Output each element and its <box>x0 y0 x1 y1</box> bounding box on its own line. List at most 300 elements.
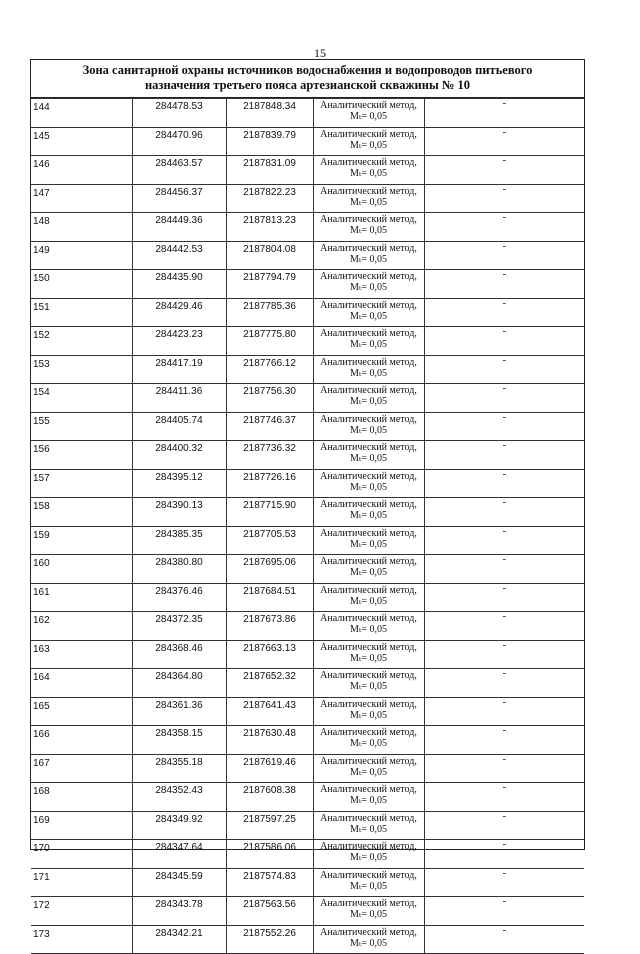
coordinate-y <box>226 526 313 555</box>
method-cell <box>313 184 424 213</box>
method-name: Аналитический метод, <box>320 356 417 368</box>
table-row <box>31 298 584 327</box>
table-row <box>31 412 584 441</box>
coordinate-y <box>226 612 313 641</box>
point-number: 155 <box>31 412 132 441</box>
coordinate-x-value: 284349.92 <box>155 813 203 825</box>
method-accuracy: Mₜ= 0,05 <box>350 681 387 692</box>
coordinate-y-value: 2187552.26 <box>243 927 296 939</box>
method-accuracy: Mₜ= 0,05 <box>350 481 387 493</box>
point-number: 163 <box>31 640 132 669</box>
coordinate-y <box>226 156 313 185</box>
method-name: Аналитический метод, <box>320 755 417 767</box>
coordinate-y <box>226 754 313 783</box>
coordinate-y-value: 2187756.30 <box>243 386 296 397</box>
coordinate-y <box>226 583 313 612</box>
note-cell: - <box>424 811 584 840</box>
method-cell <box>313 640 424 669</box>
coordinate-y-value: 2187839.79 <box>243 129 296 141</box>
table-row <box>31 583 584 612</box>
note-cell: - <box>424 213 584 242</box>
table-title-line-2: назначения третьего пояса артезианской скважины № 10 <box>144 78 471 92</box>
method-name: Аналитический метод, <box>320 926 417 938</box>
coordinate-x <box>132 840 226 869</box>
coordinate-y-value: 2187813.23 <box>243 215 296 226</box>
point-number: 164 <box>31 669 132 698</box>
method-accuracy: Mₜ= 0,05 <box>350 282 387 293</box>
note-cell: - <box>424 669 584 698</box>
coordinate-y-value: 2187684.51 <box>243 585 296 597</box>
note-cell: - <box>424 612 584 641</box>
coordinate-y-value: 2187715.90 <box>243 500 296 511</box>
table-row <box>31 754 584 783</box>
method-accuracy: Mₜ= 0,05 <box>350 510 387 521</box>
method-name: Аналитический метод, <box>320 413 417 425</box>
method-accuracy: Mₜ= 0,05 <box>350 111 387 122</box>
table-row <box>31 99 584 128</box>
coordinate-x-value: 284435.90 <box>155 272 203 283</box>
point-number: 161 <box>31 583 132 612</box>
note-cell: - <box>424 555 584 584</box>
coordinate-y <box>226 384 313 413</box>
method-accuracy: Mₜ= 0,05 <box>350 766 387 778</box>
note-cell: - <box>424 640 584 669</box>
method-name: Аналитический метод, <box>320 898 417 909</box>
method-cell <box>313 355 424 384</box>
method-name: Аналитический метод, <box>320 670 417 681</box>
method-cell <box>313 213 424 242</box>
coordinate-x-value: 284463.57 <box>155 158 203 169</box>
note-cell: - <box>424 868 584 897</box>
table-row <box>31 726 584 755</box>
table-row <box>31 327 584 356</box>
method-cell <box>313 327 424 356</box>
coordinate-y <box>226 184 313 213</box>
coordinate-x <box>132 925 226 954</box>
coordinate-x-value: 284355.18 <box>155 756 203 768</box>
method-name: Аналитический метод, <box>320 698 417 710</box>
coordinate-y-value: 2187619.46 <box>243 756 296 768</box>
coordinate-y <box>226 811 313 840</box>
coordinate-x-value: 284411.36 <box>155 386 203 397</box>
table-row <box>31 213 584 242</box>
method-accuracy: Mₜ= 0,05 <box>350 709 387 721</box>
coordinate-y <box>226 840 313 869</box>
coordinate-y-value: 2187831.09 <box>243 158 296 169</box>
coordinate-x-value: 284372.35 <box>155 614 203 625</box>
point-number: 151 <box>31 298 132 327</box>
note-cell: - <box>424 184 584 213</box>
coordinate-y-value: 2187736.32 <box>243 443 296 454</box>
table-row <box>31 127 584 156</box>
note-cell: - <box>424 298 584 327</box>
coordinate-x <box>132 327 226 356</box>
coordinate-y <box>226 783 313 812</box>
method-cell <box>313 241 424 270</box>
coordinate-y-value: 2187746.37 <box>243 414 296 426</box>
method-cell <box>313 127 424 156</box>
coordinate-x-value: 284405.74 <box>155 414 203 426</box>
point-number: 167 <box>31 754 132 783</box>
point-number: 153 <box>31 355 132 384</box>
method-accuracy: Mₜ= 0,05 <box>350 652 387 664</box>
method-accuracy: Mₜ= 0,05 <box>350 909 387 920</box>
coordinate-y <box>226 669 313 698</box>
coordinates-table <box>31 98 584 954</box>
method-name: Аналитический метод, <box>320 442 417 453</box>
coordinate-y-value: 2187563.56 <box>243 899 296 910</box>
note-cell: - <box>424 99 584 128</box>
method-name: Аналитический метод, <box>320 185 417 197</box>
coordinate-x-value: 284352.43 <box>155 785 203 796</box>
note-cell: - <box>424 156 584 185</box>
document-frame <box>30 59 585 949</box>
table-row <box>31 868 584 897</box>
coordinate-x-value: 284429.46 <box>155 300 203 312</box>
table-row <box>31 697 584 726</box>
coordinate-y <box>226 868 313 897</box>
coordinate-x-value: 284385.35 <box>155 528 203 540</box>
coordinate-y-value: 2187663.13 <box>243 642 296 654</box>
coordinate-x <box>132 213 226 242</box>
coordinate-x <box>132 612 226 641</box>
coordinate-x-value: 284347.64 <box>155 842 203 853</box>
coordinate-y <box>226 127 313 156</box>
table-row <box>31 897 584 926</box>
coordinate-y-value: 2187822.23 <box>243 186 296 198</box>
coordinate-x <box>132 868 226 897</box>
coordinate-y <box>226 469 313 498</box>
coordinate-y <box>226 555 313 584</box>
coordinate-x <box>132 555 226 584</box>
method-name: Аналитический метод, <box>320 727 417 738</box>
table-row <box>31 612 584 641</box>
table-row <box>31 555 584 584</box>
method-name: Аналитический метод, <box>320 556 417 567</box>
point-number: 149 <box>31 241 132 270</box>
method-name: Аналитический метод, <box>320 812 417 824</box>
coordinate-y <box>226 241 313 270</box>
note-cell: - <box>424 270 584 299</box>
method-accuracy: Mₜ= 0,05 <box>350 424 387 436</box>
method-accuracy: Mₜ= 0,05 <box>350 139 387 151</box>
table-row <box>31 384 584 413</box>
coordinate-x <box>132 355 226 384</box>
coordinate-x-value: 284376.46 <box>155 585 203 597</box>
point-number: 159 <box>31 526 132 555</box>
table-row <box>31 783 584 812</box>
coordinate-y-value: 2187673.86 <box>243 614 296 625</box>
method-name: Аналитический метод, <box>320 841 417 852</box>
method-name: Аналитический метод, <box>320 527 417 539</box>
note-cell: - <box>424 925 584 954</box>
coordinate-x-value: 284390.13 <box>155 500 203 511</box>
table-title <box>31 60 584 98</box>
coordinate-y <box>226 726 313 755</box>
coordinate-x <box>132 897 226 926</box>
coordinate-x-value: 284478.53 <box>155 101 203 112</box>
point-number: 158 <box>31 498 132 527</box>
coordinate-y-value: 2187726.16 <box>243 471 296 483</box>
coordinate-x-value: 284343.78 <box>155 899 203 910</box>
method-cell <box>313 555 424 584</box>
method-cell <box>313 811 424 840</box>
coordinate-y <box>226 897 313 926</box>
method-name: Аналитический метод, <box>320 470 417 482</box>
coordinate-y-value: 2187705.53 <box>243 528 296 540</box>
coordinate-x <box>132 754 226 783</box>
method-cell <box>313 298 424 327</box>
method-cell <box>313 697 424 726</box>
method-accuracy: Mₜ= 0,05 <box>350 396 387 407</box>
method-accuracy: Mₜ= 0,05 <box>350 367 387 379</box>
point-number: 166 <box>31 726 132 755</box>
note-cell: - <box>424 726 584 755</box>
coordinate-y <box>226 298 313 327</box>
point-number: 144 <box>31 99 132 128</box>
page-number: 15 <box>314 46 326 60</box>
table-row <box>31 640 584 669</box>
coordinate-y <box>226 412 313 441</box>
method-cell <box>313 384 424 413</box>
coordinate-y <box>226 640 313 669</box>
method-accuracy: Mₜ= 0,05 <box>350 453 387 464</box>
coordinate-y <box>226 441 313 470</box>
coordinate-x <box>132 526 226 555</box>
method-cell <box>313 526 424 555</box>
coordinate-x-value: 284400.32 <box>155 443 203 454</box>
coordinate-y-value: 2187695.06 <box>243 557 296 568</box>
coordinate-y <box>226 327 313 356</box>
coordinate-x-value: 284449.36 <box>155 215 203 226</box>
coordinate-x <box>132 469 226 498</box>
coordinate-y-value: 2187794.79 <box>243 272 296 283</box>
coordinate-x-value: 284345.59 <box>155 870 203 882</box>
method-cell <box>313 868 424 897</box>
method-name: Аналитический метод, <box>320 128 417 140</box>
coordinate-y <box>226 213 313 242</box>
coordinate-x-value: 284342.21 <box>155 927 203 939</box>
note-cell: - <box>424 783 584 812</box>
coordinate-x <box>132 270 226 299</box>
method-name: Аналитический метод, <box>320 784 417 795</box>
method-cell <box>313 270 424 299</box>
coordinate-x-value: 284358.15 <box>155 728 203 739</box>
coordinate-x-value: 284364.80 <box>155 671 203 682</box>
method-accuracy: Mₜ= 0,05 <box>350 595 387 607</box>
table-row <box>31 355 584 384</box>
method-name: Аналитический метод, <box>320 242 417 254</box>
table-row <box>31 811 584 840</box>
note-cell: - <box>424 583 584 612</box>
method-name: Аналитический метод, <box>320 869 417 881</box>
method-cell <box>313 783 424 812</box>
method-cell <box>313 156 424 185</box>
coordinate-y-value: 2187848.34 <box>243 101 296 112</box>
note-cell: - <box>424 498 584 527</box>
method-cell <box>313 840 424 869</box>
method-cell <box>313 612 424 641</box>
coordinate-y <box>226 270 313 299</box>
method-accuracy: Mₜ= 0,05 <box>350 624 387 635</box>
note-cell: - <box>424 241 584 270</box>
note-cell: - <box>424 441 584 470</box>
coordinate-y-value: 2187641.43 <box>243 699 296 711</box>
method-cell <box>313 754 424 783</box>
coordinate-y-value: 2187804.08 <box>243 243 296 255</box>
point-number: 146 <box>31 156 132 185</box>
coordinate-x <box>132 811 226 840</box>
point-number: 165 <box>31 697 132 726</box>
method-name: Аналитический метод, <box>320 214 417 225</box>
method-name: Аналитический метод, <box>320 641 417 653</box>
point-number: 169 <box>31 811 132 840</box>
method-accuracy: Mₜ= 0,05 <box>350 168 387 179</box>
coordinate-x <box>132 640 226 669</box>
table-row <box>31 184 584 213</box>
coordinate-x <box>132 783 226 812</box>
coordinate-x-value: 284368.46 <box>155 642 203 654</box>
table-row <box>31 925 584 954</box>
coordinate-x <box>132 441 226 470</box>
method-name: Аналитический метод, <box>320 299 417 311</box>
point-number: 148 <box>31 213 132 242</box>
point-number: 173 <box>31 925 132 954</box>
coordinate-x <box>132 241 226 270</box>
coordinate-y <box>226 925 313 954</box>
method-cell <box>313 669 424 698</box>
point-number: 152 <box>31 327 132 356</box>
method-cell <box>313 925 424 954</box>
method-accuracy: Mₜ= 0,05 <box>350 738 387 749</box>
note-cell: - <box>424 526 584 555</box>
coordinate-x <box>132 184 226 213</box>
table-row <box>31 469 584 498</box>
note-cell: - <box>424 840 584 869</box>
coordinate-y-value: 2187785.36 <box>243 300 296 312</box>
method-name: Аналитический метод, <box>320 328 417 339</box>
coordinate-y-value: 2187630.48 <box>243 728 296 739</box>
method-name: Аналитический метод, <box>320 271 417 282</box>
method-name: Аналитический метод, <box>320 613 417 624</box>
point-number: 145 <box>31 127 132 156</box>
method-cell <box>313 469 424 498</box>
coordinate-y-value: 2187652.32 <box>243 671 296 682</box>
coordinate-y <box>226 697 313 726</box>
method-accuracy: Mₜ= 0,05 <box>350 823 387 835</box>
method-cell <box>313 583 424 612</box>
note-cell: - <box>424 412 584 441</box>
method-name: Аналитический метод, <box>320 157 417 168</box>
coordinate-y-value: 2187597.25 <box>243 813 296 825</box>
coordinate-x <box>132 669 226 698</box>
coordinate-y <box>226 355 313 384</box>
method-accuracy: Mₜ= 0,05 <box>350 937 387 949</box>
coordinate-y <box>226 498 313 527</box>
note-cell: - <box>424 127 584 156</box>
table-row <box>31 156 584 185</box>
point-number: 147 <box>31 184 132 213</box>
table-title-line-1: Зона санитарной охраны источников водоснабжения и водопроводов питьевого <box>82 63 533 77</box>
point-number: 162 <box>31 612 132 641</box>
coordinate-x-value: 284361.36 <box>155 699 203 711</box>
method-accuracy: Mₜ= 0,05 <box>350 310 387 322</box>
method-accuracy: Mₜ= 0,05 <box>350 339 387 350</box>
coordinate-x <box>132 156 226 185</box>
coordinate-x-value: 284395.12 <box>155 471 203 483</box>
method-accuracy: Mₜ= 0,05 <box>350 852 387 863</box>
method-cell <box>313 897 424 926</box>
note-cell: - <box>424 697 584 726</box>
coordinate-x <box>132 583 226 612</box>
point-number: 160 <box>31 555 132 584</box>
coordinate-x <box>132 127 226 156</box>
point-number: 168 <box>31 783 132 812</box>
note-cell: - <box>424 897 584 926</box>
coordinates-table-body <box>31 99 584 954</box>
coordinate-x <box>132 726 226 755</box>
table-row <box>31 241 584 270</box>
coordinate-x <box>132 384 226 413</box>
note-cell: - <box>424 327 584 356</box>
coordinate-x <box>132 498 226 527</box>
table-row <box>31 526 584 555</box>
note-cell: - <box>424 754 584 783</box>
coordinate-x <box>132 99 226 128</box>
note-cell: - <box>424 355 584 384</box>
table-row <box>31 270 584 299</box>
method-name: Аналитический метод, <box>320 385 417 396</box>
point-number: 156 <box>31 441 132 470</box>
table-row <box>31 840 584 869</box>
coordinate-y-value: 2187586.06 <box>243 842 296 853</box>
coordinate-y-value: 2187608.38 <box>243 785 296 796</box>
method-cell <box>313 412 424 441</box>
coordinate-x-value: 284417.19 <box>155 357 203 369</box>
method-accuracy: Mₜ= 0,05 <box>350 538 387 550</box>
point-number: 170 <box>31 840 132 869</box>
method-cell <box>313 99 424 128</box>
coordinate-x <box>132 412 226 441</box>
point-number: 150 <box>31 270 132 299</box>
coordinate-y-value: 2187766.12 <box>243 357 296 369</box>
coordinate-x <box>132 298 226 327</box>
coordinate-x-value: 284423.23 <box>155 329 203 340</box>
method-name: Аналитический метод, <box>320 100 417 111</box>
note-cell: - <box>424 469 584 498</box>
method-accuracy: Mₜ= 0,05 <box>350 196 387 208</box>
table-row <box>31 669 584 698</box>
method-name: Аналитический метод, <box>320 499 417 510</box>
coordinate-x-value: 284456.37 <box>155 186 203 198</box>
method-cell <box>313 441 424 470</box>
coordinate-x-value: 284470.96 <box>155 129 203 141</box>
point-number: 171 <box>31 868 132 897</box>
coordinate-x-value: 284442.53 <box>155 243 203 255</box>
table-row <box>31 441 584 470</box>
point-number: 154 <box>31 384 132 413</box>
coordinate-x-value: 284380.80 <box>155 557 203 568</box>
coordinate-x <box>132 697 226 726</box>
method-accuracy: Mₜ= 0,05 <box>350 567 387 578</box>
method-accuracy: Mₜ= 0,05 <box>350 253 387 265</box>
method-name: Аналитический метод, <box>320 584 417 596</box>
table-row <box>31 498 584 527</box>
method-accuracy: Mₜ= 0,05 <box>350 795 387 806</box>
coordinate-y-value: 2187574.83 <box>243 870 296 882</box>
note-cell: - <box>424 384 584 413</box>
method-accuracy: Mₜ= 0,05 <box>350 225 387 236</box>
